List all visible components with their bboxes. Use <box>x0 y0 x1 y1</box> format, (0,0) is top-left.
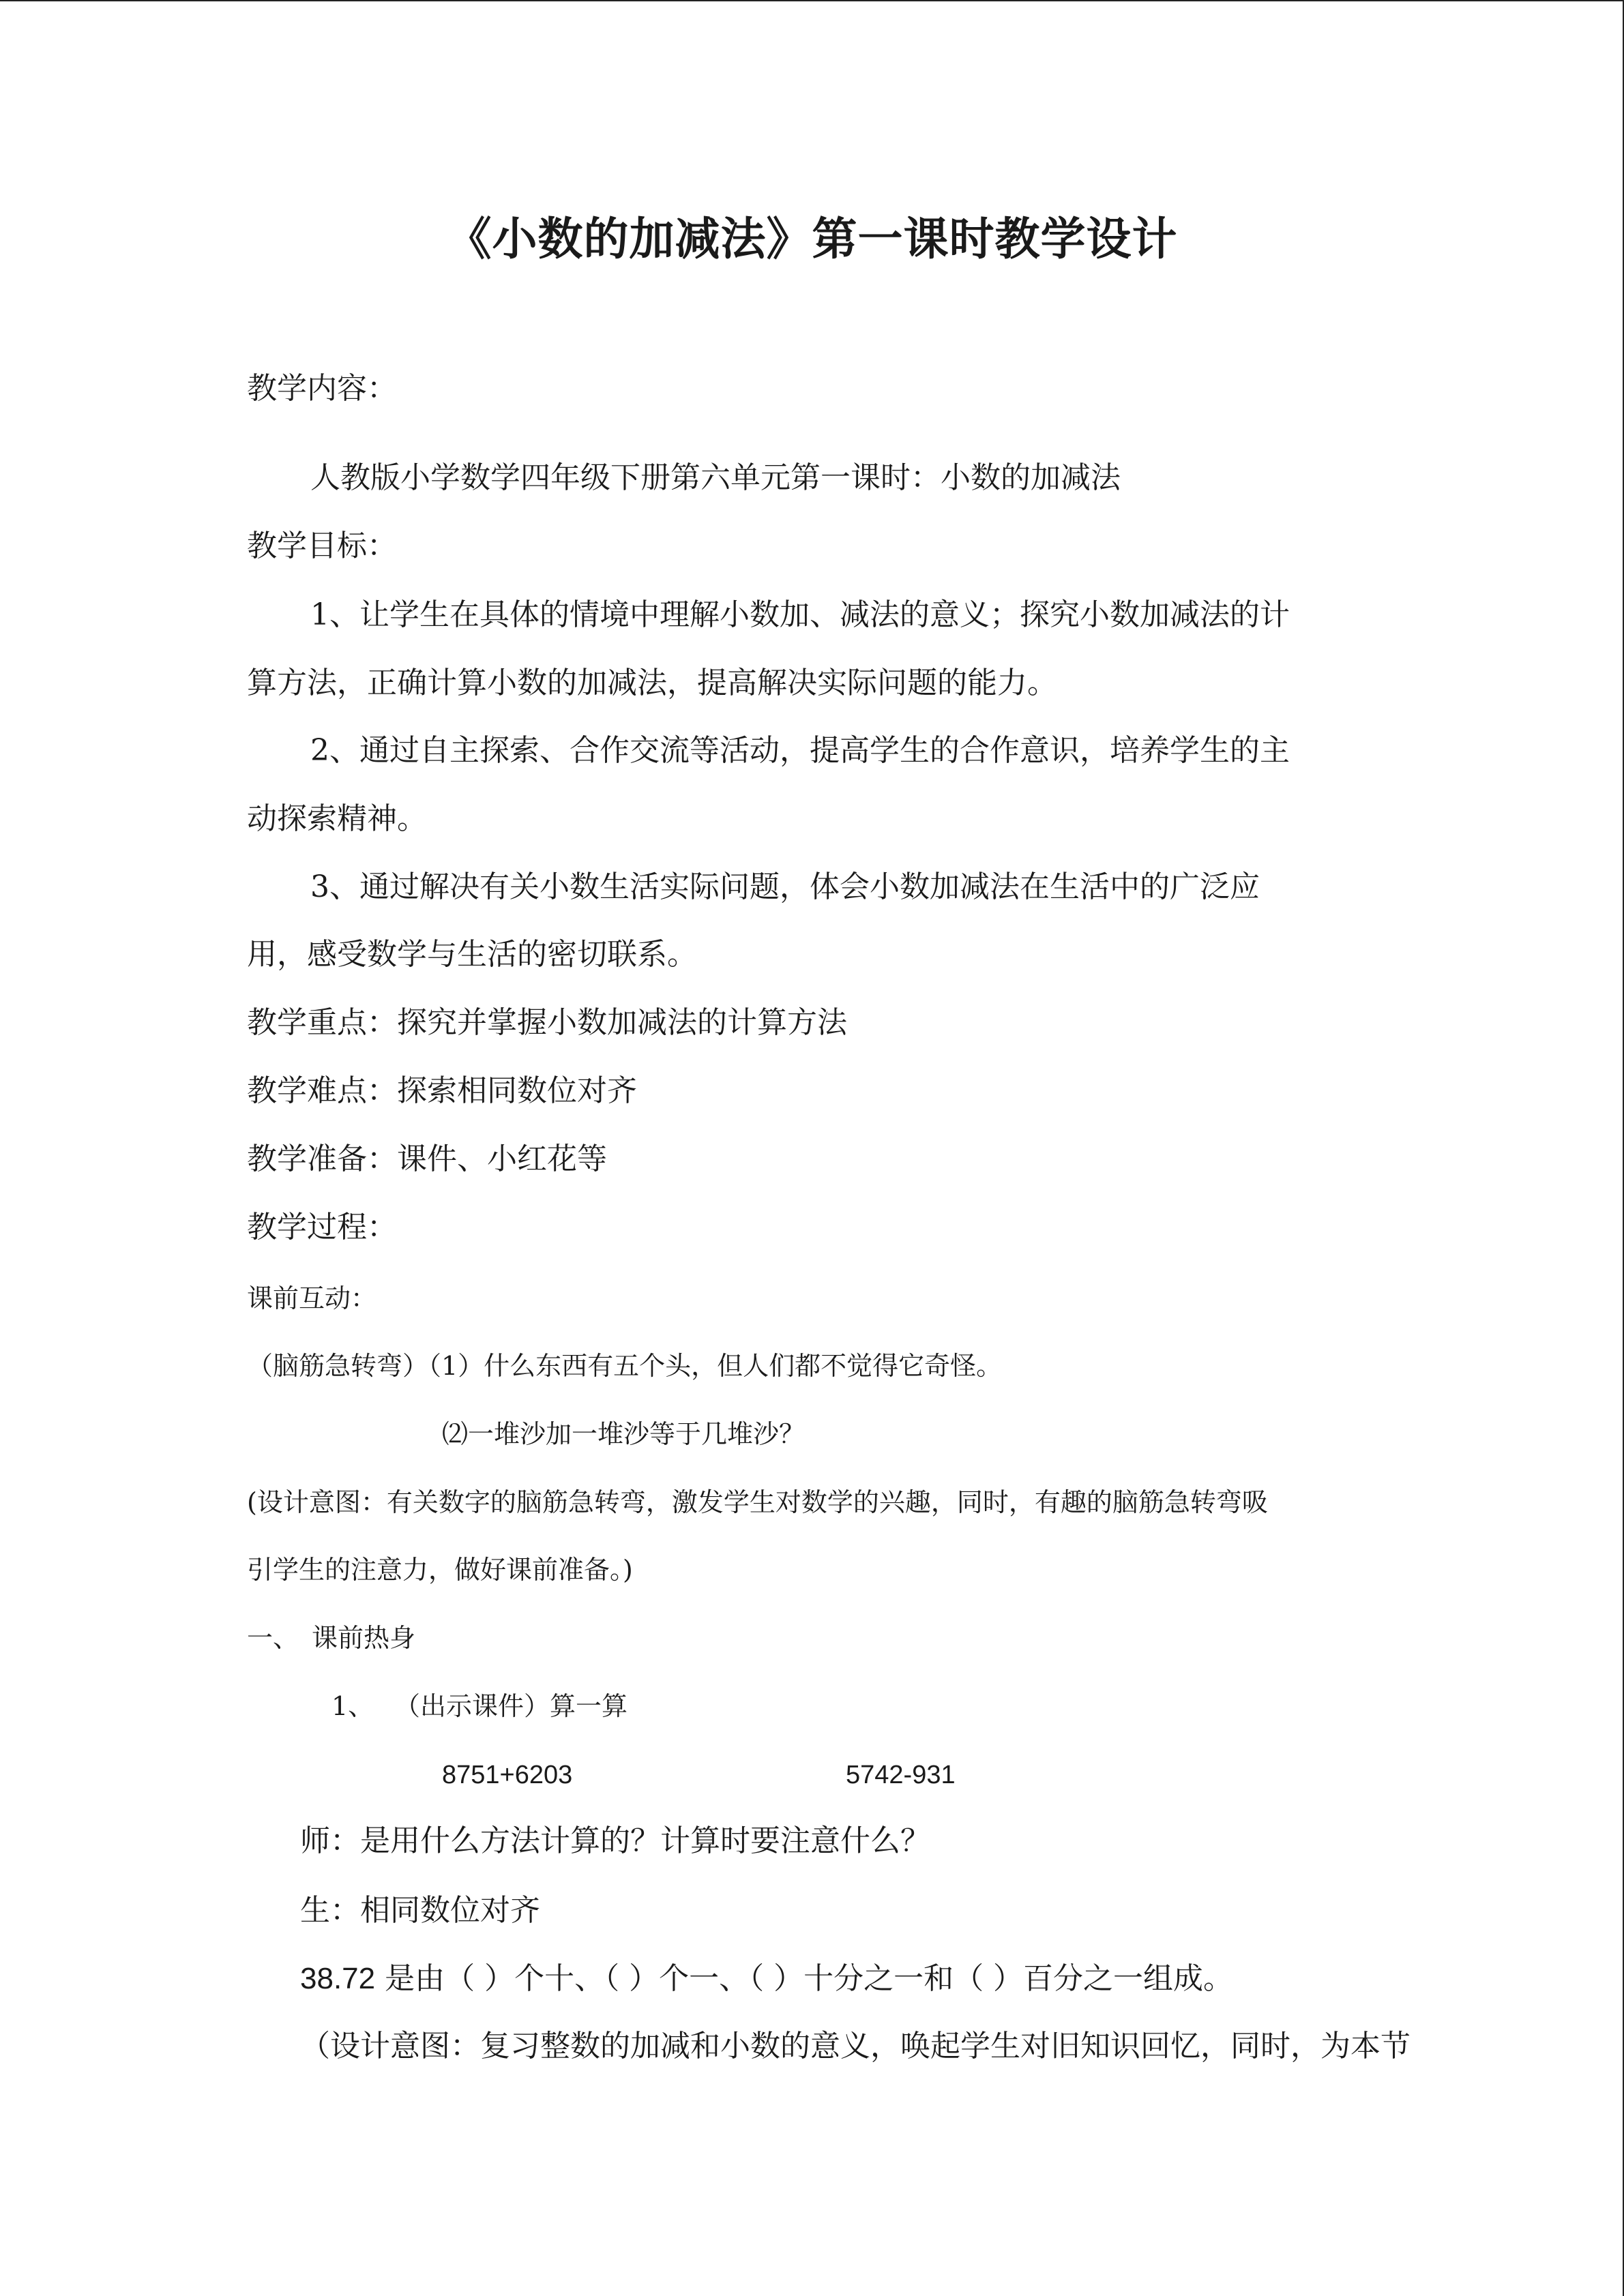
goal-3-line-2: 用，感受数学与生活的密切联系。 <box>247 937 697 972</box>
decimal-composition <box>300 1958 1233 1999</box>
section-1-title: 课前热身 <box>312 1623 416 1653</box>
goal-2-line-2: 动探索精神。 <box>247 801 427 836</box>
difficulty: 教学难点：探索相同数位对齐 <box>247 1073 637 1108</box>
decimal-composition-text: 是由（ ）个十、（ ）个一、（ ）十分之一和（ ）百分之一组成。 <box>385 1961 1234 1996</box>
riddle-2: ⑵一堆沙加一堆沙等于几堆沙？ <box>442 1419 806 1449</box>
goal-1-line-1: 1、让学生在具体的情境中理解小数加、减法的意义；探究小数加减法的计 <box>310 597 1290 632</box>
teacher-question: 师：是用什么方法计算的？计算时要注意什么？ <box>300 1823 930 1858</box>
calc-problem-1: 8751+6203 <box>442 1761 573 1789</box>
item-1-number: 1、 <box>331 1691 374 1721</box>
section-1-number: 一、 <box>247 1623 299 1653</box>
riddle-1: （脑筋急转弯）（1）什么东西有五个头，但人们都不觉得它奇怪。 <box>247 1351 1003 1381</box>
process-label: 教学过程： <box>247 1210 397 1244</box>
design-intent-1-line-1: (设计意图：有关数字的脑筋急转弯，激发学生对数学的兴趣，同时，有趣的脑筋急转弯吸 <box>247 1487 1268 1517</box>
student-answer: 生：相同数位对齐 <box>300 1893 540 1928</box>
goal-2-line-1: 2、通过自主探索、合作交流等活动，提高学生的合作意识，培养学生的主 <box>310 733 1290 768</box>
document-title: 《小数的加减法》第一课时教学设计 <box>446 212 1178 265</box>
goals-label: 教学目标： <box>247 528 397 563</box>
calc-problem-2: 5742-931 <box>846 1761 956 1789</box>
preparation: 教学准备：课件、小红花等 <box>247 1142 607 1176</box>
design-intent-1-line-2: 引学生的注意力，做好课前准备。) <box>247 1555 633 1585</box>
decimal-number: 38.72 <box>300 1962 376 1995</box>
goal-3-line-1: 3、通过解决有关小数生活实际问题，体会小数加减法在生活中的广泛应 <box>310 869 1260 904</box>
design-intent-2-line-1: （设计意图：复习整数的加减和小数的意义，唤起学生对旧知识回忆，同时，为本节 <box>300 2029 1411 2063</box>
key-point: 教学重点：探究并掌握小数加减法的计算方法 <box>247 1005 847 1040</box>
content-label: 教学内容： <box>247 371 397 406</box>
warmup-label: 课前互动： <box>247 1283 377 1313</box>
content-text: 人教版小学数学四年级下册第六单元第一课时：小数的加减法 <box>310 460 1121 495</box>
item-1-text: （出示课件）算一算 <box>394 1691 628 1721</box>
goal-1-line-2: 算方法，正确计算小数的加减法，提高解决实际问题的能力。 <box>247 666 1057 700</box>
